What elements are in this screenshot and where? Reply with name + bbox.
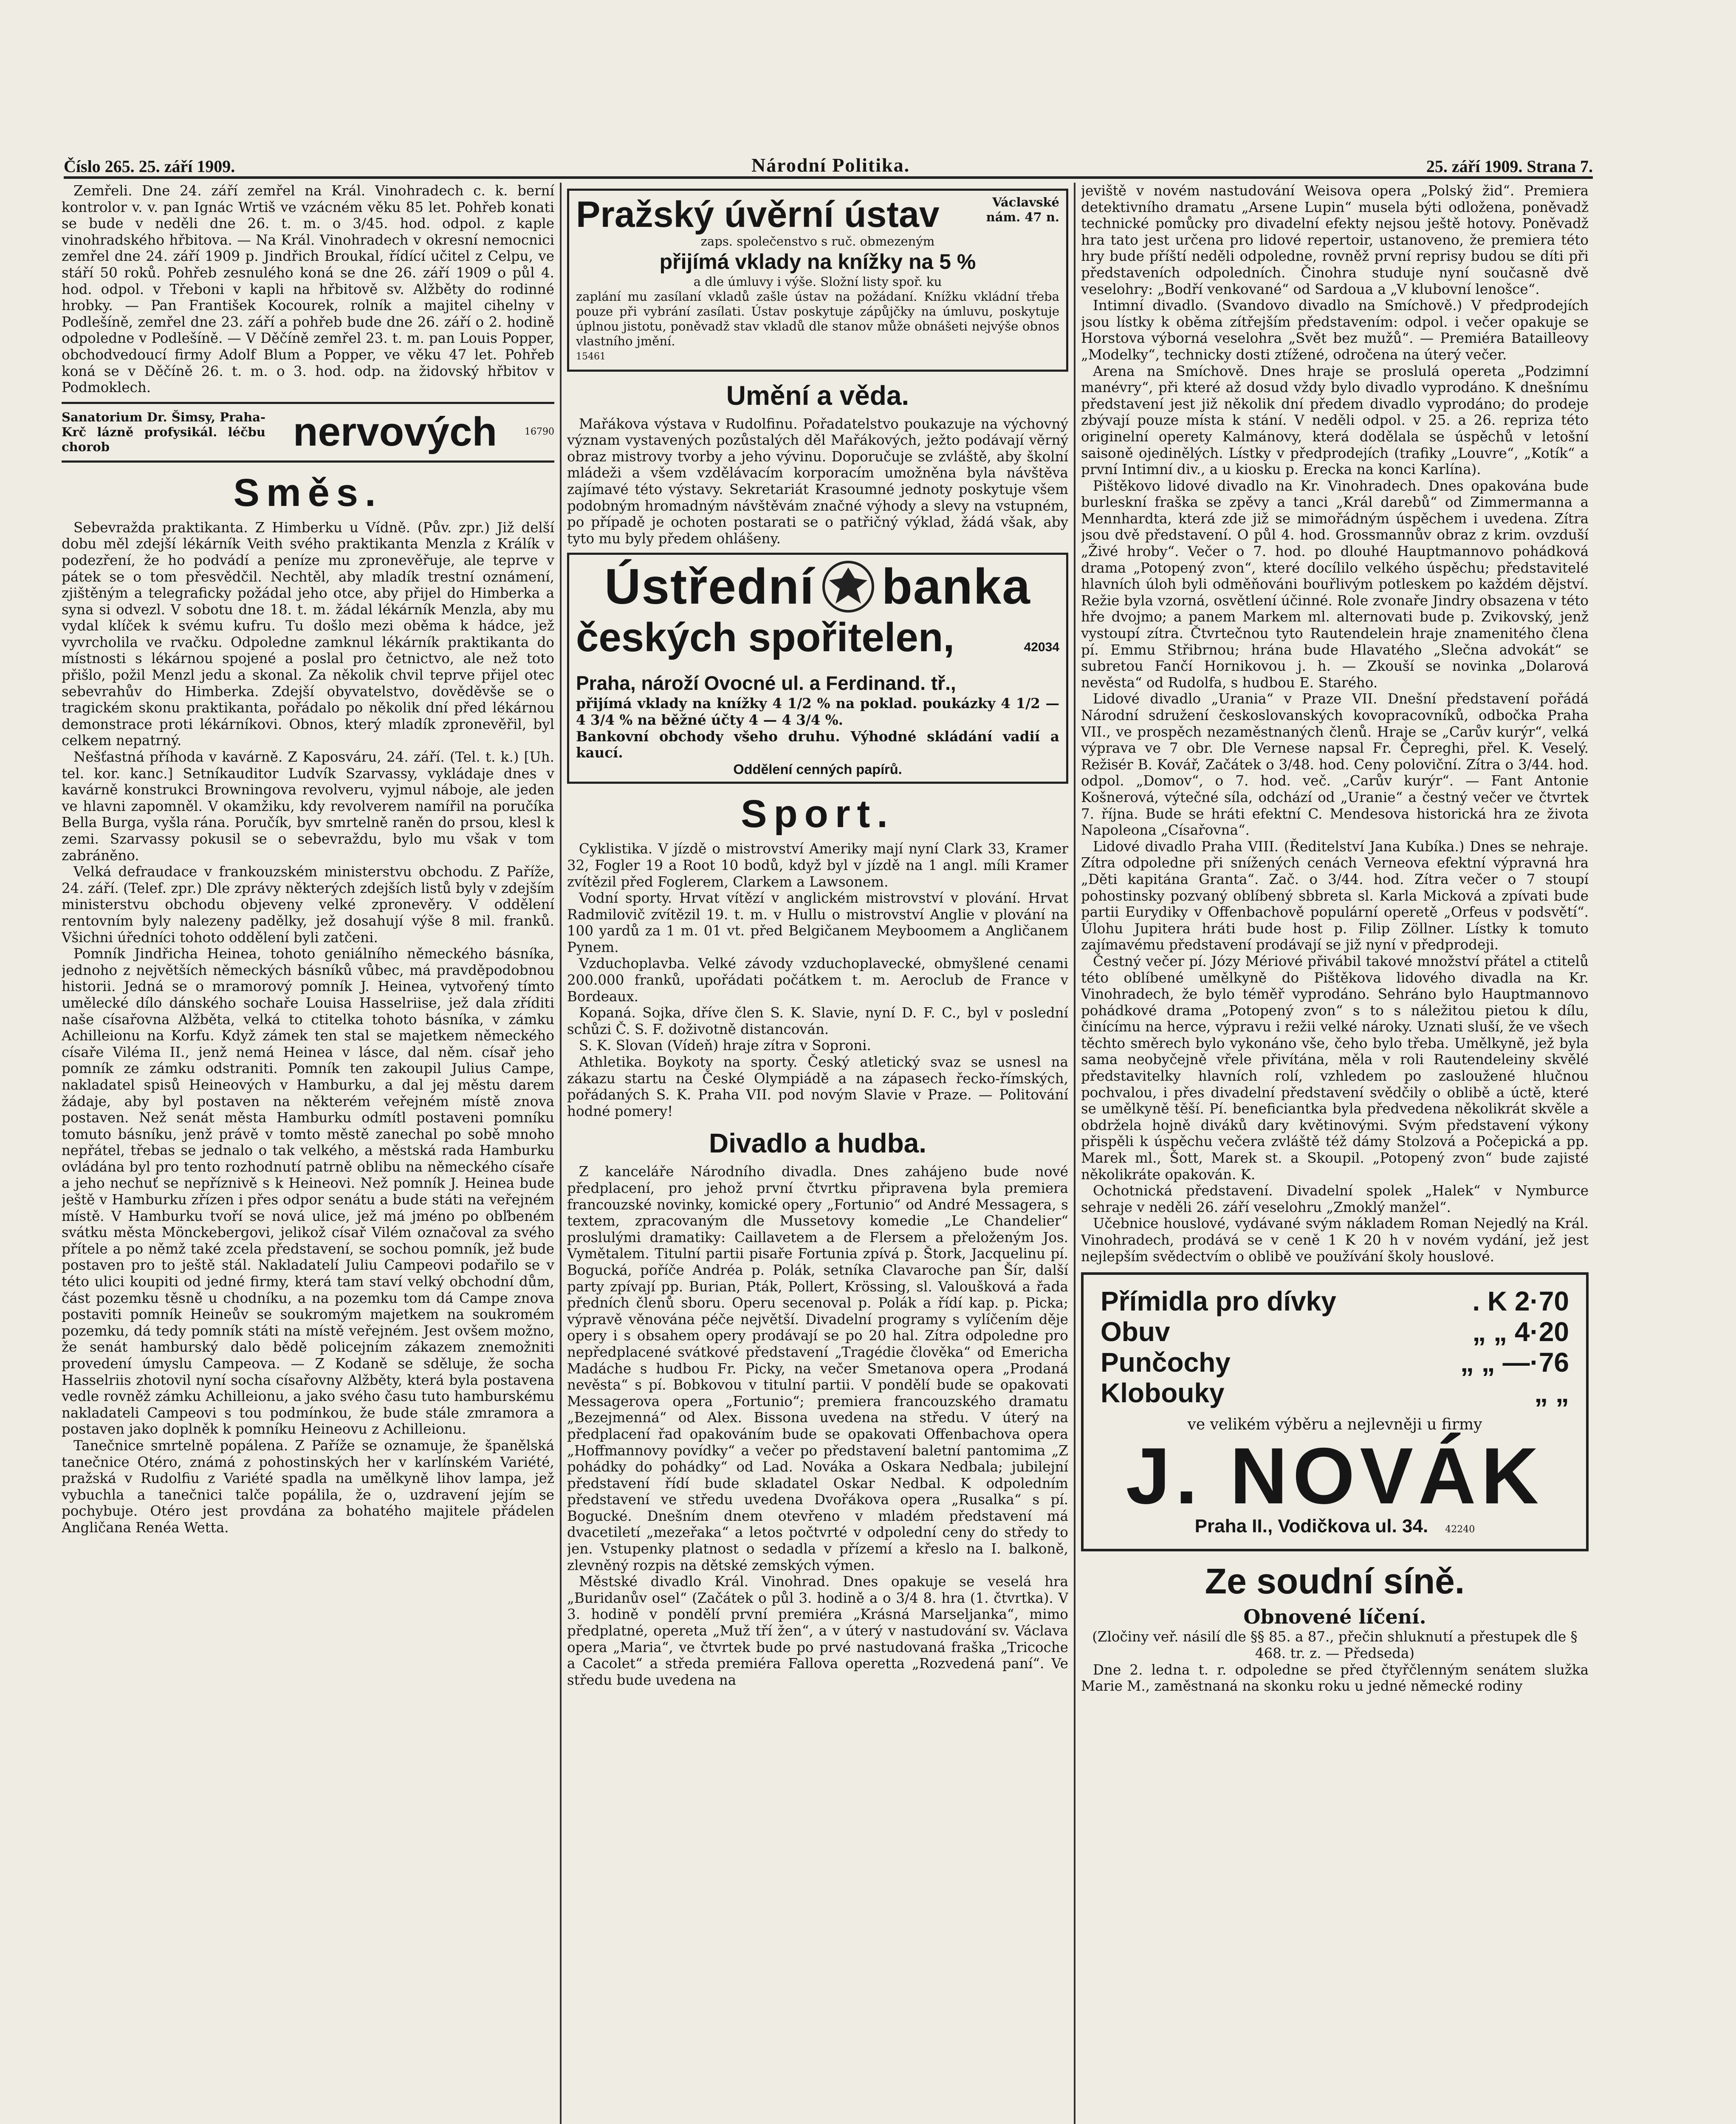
article-swimming: Vodní sporty. Hrvat vítězí v anglickém mistrovství v plování. Hrvat Radmilovič zvítězil 19. t. m. v Hullu o mistrovství Anglie v plování na 100 yardů za 1 m. 01 vt. před Belgičanem Meyboomem a Angličanem Pynem.	[567, 890, 1068, 955]
article-slovan: S. K. Slovan (Vídeň) hraje zítra v Soproni.	[579, 1037, 871, 1054]
ad2-title-left: Ústřední	[604, 559, 815, 615]
article-marak-exhibition: Mařákova výstava v Rudolfinu. Pořadatelstvo poukazuje na výchovný význam vystavených pozůstalých děl Mařákových, ježto podávají věrný obraz mistrovy tvorby a jeho vývinu. Doporučuje se zvláště, aby školní mládeži a všem vzdělávacím korporacím umožněna byla návštěva zajímavé této výstavy. Sekretariát Krasoumné jednoty poskytuje všem podobným hromadným návštěvám značné výhody a slevy na vstupném, po případě je ochoten postarati se o patřičný výklad, žádá však, aby tyto mu byly předem ohlášeny.	[567, 415, 1068, 547]
column-divider-1	[560, 183, 562, 2124]
article-vinohrady-theatre: Městské divadlo Král. Vinohrad. Dnes opakuje se veselá hra „Buridanův osel“ (Začátek o půl 3. hodině a o 3/4 8. hra (1. čtvrtka). V 3. hodině v pondělí první premiéra „Krásná Marseljanka“, mimo předplatné, opereta „Muž tří žen“, a v úterý v nastudování sv. Václava opera „Maria“, ve čtvrtek bude po prvé nastudovaná fraška „Tricoche a Cacolet“ a středa premiéra Fallova operetta „Rozvedená paní“. Ve středu bude uvedena na	[567, 1573, 1068, 1688]
court-charges: (Zločiny veř. násilí dle §§ 85. a 87., přečin shluknutí a přestupek dle § 468. tr. z. — Předseda)	[1092, 1629, 1578, 1661]
article-pistek-theatre: Pištěkovo lidové divadlo na Kr. Vinohradech. Dnes opakována bude burleskní fraška se zpěvy a tanci „Král darebů“ od Zimmermanna a Mennhardta, která zde již se mimořádným úspěchem i uvedena. Zítra jsou dvě představení. O půl 4. hod. Grossmannův obraz z krim. ovzduší „Živé hroby“. Večer o 7. hod. po dlouhé Hauptmannovo pohádková drama „Potopený zvon“, které docílilo velkého úspěchu; představitelé hlavních úloh byli odměňováni bouřlivým potleskem po každém dějství. Režie byla vzorná, osvětlení účinné. Role zvonaře Jindry obsazena v této hře dvojmo; a panem Markem ml. alternovati bude p. Zvikovský, jenž vystoupí zítra. Čtvrtečnou tyto Rautendelein hraje znamenitého člena pí. Emmu Střibrnou; hrána bude Hlavatého „Slečna advokát“ se subretou Fančí Hornikovou j. h. — Zkouší se novinka „Dolarová nevěsta“ od Rudolfa, s hudbou E. Starého.	[1081, 477, 1589, 691]
ad2-sporitelen: českých spořitelen,	[576, 615, 955, 661]
ad-row	[1101, 1347, 1569, 1378]
divider	[62, 402, 554, 404]
article-arena-smichov: Arena na Smíchově. Dnes hraje se proslulá opereta „Podzimní manévry“, při které až dosud vždy bylo divadlo vyprodáno. K dnešnímu představení jest již několik dní předem divadlo vyprodáno; do prodeje zbývají pouze místa k stání. V neděli odpol. v 25. a 26. repriza této originelní operety Kalmánovy, která dodělala se úspěchů v letošní saisoně ojedinělých. Lístky v předprodejích (trafiky „Louvre“, „Kotík“ a první Intimní div., a u kiosku p. Erecka na konci Karlína).	[1081, 363, 1589, 478]
article-amateur: Ochotnická představení. Divadelní spolek „Halek“ v Nymburce sehraje v neděli 26. září veselohru „Zmoklý manžel“.	[1081, 1183, 1589, 1215]
article-heine-monument: Pomník Jindřicha Heinea, tohoto geniálního německého básníka, jednoho z největších německých básníků vůbec, má pravděpodobnou historii. Jedná se o mramorový pomník J. Heinea, vytvořený tímto umělecké dílo dánského sochaře Louisa Hasselriise, jež dala zříditi naše císařovna Alžběta, velká to ctitelka tohoto básníka, v zámku Achilleionu na Korfu. Když zámek ten stal se majetkem německého císaře Viléma II., jenž nemá Heinea v lásce, dal něm. císař jeho pomník ze zámku odstraniti. Pomník ten zakoupil Julius Campe, nakladatel spisů Heineových v Hamburku, a dal jej městu darem žádaje, aby byl postaven na některém veřejném místě znova postaven. Než senát města Hamburku odmítl postaveni pomníku tomuto básníku, jenž právě v tomto městě zanechal po sobě mnoho nepřátel, třebas se jednalo o tak velkého, a městská rada Hamburku ovládána byl pro tento rozhodnutí patrně oblibu na německého císaře a jeho nechuť se nepříznivě s k Heineovi. Než pomník J. Heinea bude ještě v Hamburku zřízen i přes odpor senátu a bude státi na veřejném místě. V Hamburku tvoří se nová ulice, jež má jméno po obľbeném svátku města Mönckebergovi, jelikož císař Vilém označoval za svého přítele a po němž také zcela představení, se sochou pomník, jež bude postaven pro to ještě stál. Nakladatelí Juliu Campeovi podařilo se v této ulici koupiti od jedné firmy, která tam staví velký obchodní dům, část pozemku těsně u chodníku, a na pozemku tom dá Campe znova postaviti pomník Heineův se soukromým majetkem na soukromém pozemku, dá tedy pomník státi na místě veřejném. Jest ovšem možno, že senát hamburský dalo bědě policejním zákazem znemožniti provedení úmyslu Campeova. — Z Kodaně se sděluje, že socha Hasselriis zhotovil nyní socha císařovny Alžběty, která byla postavena vedle rovněž zámku Achilleionu, a jako svého času tuto hamburskému nakladateli Campeovi s tou podmínkou, že bude stále zmramora a postaven jako doplněk k pomníku Heineovu z Achilleionu.	[62, 946, 554, 1438]
header-issue: Číslo 265. 25. září 1909.	[64, 157, 235, 176]
ad-novak-address: Praha II., Vodičkova ul. 34.	[1194, 1515, 1428, 1537]
page-header	[64, 147, 1593, 179]
article-aviation: Vzduchoplavba. Velké závody vzduchoplavecké, obmyšlené cenami 200.000 franků, upořádati počátkem t. m. Aeroclub de France v Bordeaux.	[567, 955, 1068, 1005]
article-ministry-fraud: Velká defraudace v frankouzském ministerstvu obchodu. Z Paříže, 24. září. (Telef. zpr.) Dle zprávy některých zdejších listů byly v zdejším ministerstvu obchodu objeveny velké zpronevěry. V oddělení rentovním byly nalezeny padělky, jež dosahují výše 8 mil. franků. Všichni úředníci tohoto oddělení byli zatčeni.	[62, 864, 554, 946]
obituaries: Zemřeli. Dne 24. září zemřel na Král. Vinohradech c. k. berní kontrolor v. v. pan Ignác Wrtiš ve vzácném věku 85 let. Pohřeb konati se bude v neděli dne 26. t. m. o 3/45. hod. odpol. z kaple vinohradského hřbitova. — Na Král. Vinohradech v okresní nemocnici zemřel dne 24. září 1909 p. Jindřich Broukal, řídící učitel z Celpu, ve stáří 50 roků. Pohřeb zesnulého koná se dne 26. září 1909 o půl 4. hod. odpol. v Třeboni v kapli na hřbitově sv. Alžběty do rodinné hrobky. — Pan František Kocourek, rolník a majitel cihelny v Podlešíně, zemřel dne 23. září a pohřeb bude dne 26. září o 2. hodině odpoledne v Podlešíně. — V Děčíně zemřel 23. t. m. pan Louis Popper, obchodvedoucí firmy Adolf Blum a Popper, ve věku 47 let. Pohřeb koná se v Děčíně 26. t. m. o 3. hod. odp. na židovský hřbitov v Podmoklech.	[62, 183, 554, 396]
ad2-securities: Oddělení cenných papírů.	[733, 761, 902, 777]
article-court: Dne 2. ledna t. r. odpoledne se před čtyřčlenným senátem služka Marie M., zaměstnaná na skonku roku u jedné německé rodiny	[1081, 1661, 1589, 1695]
article-cycling: Cyklistika. V jízdě o mistrovství Ameriky mají nyní Clark 33, Kramer 32, Fogler 19 a Root 10 bodů, když byl v jízdě na 1 angl. míli Kramer zvítězil před Foglerem, Clarkem a Lawsonem.	[567, 841, 1068, 890]
ad-number: 16790	[524, 426, 554, 437]
ad-row	[1101, 1378, 1569, 1408]
column-2	[567, 183, 1068, 2124]
divider	[62, 460, 554, 463]
ad-row-price: „ „	[1534, 1378, 1569, 1409]
article-pharmacist: Sebevražda praktikanta. Z Himberku u Vídně. (Pův. zpr.) Již delší dobu měl zdejší lékárník Veith svého praktikanta Menzla z Králík v podezření, že ho podvádí a peníze mu zpronevěřuje, ale teprve v pátek se o tom přesvědčil. Nechtěl, aby mladík trestní oznámení, zjištěným a telegraficky požádal jeho otce, aby přijel do Himberka a syna si odvezl. V sobotu dne 18. t. m. žádal lékárník Menzla, aby mu vydal klíček k svému kufru. Tu došlo mezi oběma k hádce, jež vyvrcholila ve rvačku. Odpoledne zamknul lékárník praktikanta do místnosti s lékárnou spojené a poslal pro četnictvo, ale než toto přišlo, požil Menzl jedu a skonal. Za několik chvil teprve přijel otec sebevrahův do Himberka. Zdejší obyvatelstvo, dověděvše se o tragickém skonu praktikanta, pořádalo po několik dní před lékárnou demonstrace proti lékárníkovi. Obnos, který mladík zpronevěřil, byl celkem nepatrný.	[62, 519, 554, 749]
section-title-umeni: Umění a věda.	[726, 380, 909, 411]
article-athletics: Athletika. Boykoty na sporty. Český atletický svaz se usnesl na zákazu startu na České Olympiádě a na zápasech řecko-římských, pořádaných S. K. Praha VII. pod novým Slavie v Praze. — Politování hodné pomery!	[567, 1054, 1068, 1119]
court-subtitle: Obnovené líčení.	[1243, 1605, 1426, 1629]
ad-row-item: Obuv	[1101, 1316, 1170, 1347]
sanatorium-text: Sanatorium Dr. Šimsy, Praha-Krč lázně profysikál. léčbu chorob	[62, 410, 265, 454]
ad-row	[1101, 1286, 1569, 1316]
ad-novak	[1081, 1272, 1589, 1551]
article-cafe-accident: Nešťastná příhoda v kavárně. Z Kaposváru, 24. září. (Tel. t. k.) [Uh. tel. kor. kanc.] Setníkauditor Ludvík Szarvassy, vykládaje dnes v kavárně konstrukci Browningova revolveru, vyjmul náboje, ale jeden ve hlavni zapomněl. V okamžiku, kdy revolverem namířil na poručíka Bella Burga, vyšla rána. Poručík, byv smrtelně raněn do prsou, klesl k zemi. Szarvassy pokusil se o sebevraždu, bylo mu však v tom zabráněno.	[62, 749, 554, 864]
header-masthead: Národní Politika.	[751, 154, 910, 176]
section-title-smes: Směs.	[233, 471, 383, 514]
article-intimate-theatre: Intimní divadlo. (Svandovo divadlo na Smíchově.) V předprodejích jsou lístky k oběma zítřejším představením: odpol. i večer opakuje se Horstova výborná veselohra „Svět bez mužů“. — Premiéra Batailleovy „Modelky“, technicky dosti ztížené, odročena na úterý večer.	[1081, 297, 1589, 363]
eagle-emblem-icon	[821, 559, 876, 614]
ad-row	[1101, 1316, 1569, 1347]
section-title-sport: Sport.	[741, 792, 895, 836]
sanatorium-ad	[62, 410, 554, 455]
ad-row-price: „ „ —·76	[1460, 1347, 1569, 1378]
ad-row-price: „ „ 4·20	[1472, 1316, 1569, 1347]
ad-row-item: Klobouky	[1101, 1378, 1225, 1409]
ad-novak-name: J. NOVÁK	[1126, 1431, 1544, 1520]
ad1-subtitle: zaps. společenstvo s ruč. obmezeným	[700, 234, 935, 249]
ad1-deposits: přijímá vklady na knížky na 5 %	[659, 250, 976, 274]
article-football: Kopaná. Sojka, dříve člen S. K. Slavie, nyní D. F. C., byl v poslední schůzi Č. S. F. doživotně distancován.	[567, 1005, 1068, 1037]
header-page: 25. září 1909. Strana 7.	[1426, 157, 1593, 176]
ad1-number: 15461	[576, 351, 606, 362]
column-1	[62, 183, 554, 2124]
ad-row-item: Přímidla pro dívky	[1101, 1286, 1336, 1317]
ad1-address: Václavské nám. 47 n.	[986, 195, 1059, 224]
ad2-number: 42034	[1024, 640, 1059, 655]
ad2-deposits: přijímá vklady na knížky 4 1/2 % na poklad. poukázky 4 1/2 — 4 3/4 % na běžné účty 4 — 4 3/4 %.	[576, 695, 1059, 728]
article-urania: Lidové divadlo „Urania“ v Praze VII. Dnešní představení pořádá Národní sdružení českoslovanských kovopracovníků, odbočka Praha VII., ve prospěch nezaměstnaných členů. Hraje se „Carův kurýr“, velká výprava ve 7 obr. Dle Vernese napsal Fr. Čepreghi, přel. K. Veselý. Režisér B. Kovář, Začátek o 3/48. hod. Ceny poloviční. Zítra o 3/44. hod. odpol. „Domov“, o 7. hod. več. „Carův kurýr“. — Fant Antonie Košnerová, výtečné síla, odchází od „Uranie“ a čestný večer ve čtvrtek 7. října. Bude se hráti efektní C. Mendesova historická hra ze života Napoleona „Císařovna“.	[1081, 691, 1589, 839]
ad-pražský-úvěrní-ústav	[567, 189, 1068, 372]
ad-novak-number: 42240	[1445, 1524, 1475, 1535]
ad2-address: Praha, nároží Ovocné ul. a Ferdinand. tř.,	[576, 672, 956, 695]
article-violin-textbook: Učebnice houslové, vydávané svým nákladem Roman Nejedlý na Král. Vinohradech, prodává se v ceně 1 K 20 h v novém vydání, jež jest nejlepším svědectvím o oblibě ve používání školy houslové.	[1081, 1215, 1589, 1265]
ad1-title: Pražský úvěrní ústav	[576, 194, 940, 235]
article-national-theatre: Z kanceláře Národního divadla. Dnes zahájeno bude nové předplacení, pro jehož první čtvrtku připravena byla premiera francouzské novinky, komické opery „Fortunio“ od André Messagera, s textem, zpracovaným dle Mussetovy komedie „Le Chandelier“ proslulými dramatiky: Caillavetem a de Flersem a přeloženým Jos. Vymětalem. Titulní partii pisaře Fortunia zpívá p. Štork, Jacquelinu pí. Bogucká, poříče Andréa p. Polák, setníka Clavaroche pan Šír, další party zpívají pp. Burian, Pták, Pollert, Krössing, sl. Valoušková a řada předních členů sboru. Operu secenoval p. Polák a řídí kap. p. Picka; výpravě věnována péče největší. Divadelní programy s vylíčením děje opery i s obsahem opery prodávají se po 20 hal. Zítra odpoledne pro nepředplacené svátkové představení „Tragédie člověka“ od Emericha Madáche s hudbou Fr. Picky, na večer Smetanova opera „Prodaná nevěsta“ s pí. Bobkovou v titulní partii. V pondělí bude se opakovati Messagerova opera „Fortunio“; premiera francouzského dramatu „Bezejmenná“ od Alex. Bissona uvedena na středu. V úterý na předplacení řad opakováním bude se opakovati Offenbachova opera „Hoffmannovy povídky“ a večer po představení baletní pantomima „Z pohádky do pohádky“ od Lad. Nováka a Oskara Nedbala; jubilejní představení řídí bude skladatel Oskar Nedbal. K odpoledním představení ve středu uvedena Dvořákova opera „Rusalka“ s pí. Bogucké. Dnešním dnem otevřeno v mladém představení má dvacetiletí „mezeřaka“ a letos počtvrté v odpolední ceny do středy to jen. Vstupenky platnost o sedadla v přízemí a křeslo na I. balkoně, zlevněný rozpis na dětské zemských výmen.	[567, 1164, 1068, 1573]
article-dancer: Tanečnice smrtelně popálena. Z Paříže se oznamuje, že španělská tanečnice Otéro, známá z pohostinských her v karlínském Variété, pražská v Rudolfiu z Variété spadla na umělkyně lihov lampa, jež vybuchla a tanečnici talče popálila, že o, uzdravení jejím se pochybuje. Otéro jest provdána za bohatého majitele přádelen Angličana Renéa Wetta.	[62, 1437, 554, 1536]
ad-ustredni-banka	[567, 553, 1068, 784]
ad-row-price: . K 2·70	[1472, 1286, 1569, 1317]
sanatorium-headline: nervových	[293, 409, 497, 455]
ad-row-item: Punčochy	[1101, 1347, 1231, 1378]
ad2-services: Bankovní obchody všeho druhu. Výhodné skládání vadií a kaucí.	[576, 728, 1059, 761]
column-divider-2	[1074, 183, 1075, 2124]
article-continued: jeviště v novém nastudování Weisova opera „Polský žid“. Premiera detektivního dramatu „Arsene Lupin“ musela býti odložena, poněvadž technické pomůcky pro divadelní efekty nejsou ještě hotovy. Poněvadž hra tato jest určena pro lidové repertoir, ustanoveno, že premiera této hry bude příští neděli odpoledne, rovněž první reprisy budou se díti při představeních odpoledních. Činohra studuje nyní současně dvě veselohry: „Bodří venkované“ od Sardoua a „V klubovní lenošce“.	[1081, 183, 1589, 297]
section-title-court: Ze soudní síně.	[1205, 1561, 1465, 1601]
column-3	[1081, 183, 1589, 2124]
article-benefit-evening: Čestný večer pí. Józy Mériové přivábil takové množství přátel a ctitelů této oblíbené umělkyně do Pištěkova lidového divadla na Kr. Vinohradech, že bylo téměř vyprodáno. Sehráno bylo Hauptmannovo pohádkové drama „Potopený zvon“ s to s náležitou pietou k dílu, činícímu na herce, výpravu i režii velké nároky. Uznati sluší, že ve všech těchto směrech bylo vykonáno vše, čeho bylo třeba. Umělkyně, jež byla sama neobyčejně vřele přivítána, měla v roli Rautendeleiny skvělé představitelky hlavních rolí, vzhledem po zasloužené hlučnou pochvalou, i přes divadelní představení svědčily o oblibě a úctě, které se umělkyně těší. Pí. beneficiantka byla předvedena několikrát skvěle a obdržela hojně diváků dary květinovými. Svým představení výkony přispěli k úspěchu večera zvláště též dámy Stolzová a Počepická a pp. Marek ml., Šott, Marek st. a Skoupil. „Potopený zvon“ bude zajisté několikráte opakován. K.	[1081, 953, 1589, 1183]
article-praha-viii: Lidové divadlo Praha VIII. (Ředitelství Jana Kubíka.) Dnes se nehraje. Zítra odpoledne při snížených cenách Verneova efektní výpravná hra „Děti kapitána Granta“. Zač. o 3/44. hod. Zítra večer o 7 stoupí pohostinsky pozvaný oblíbený sbbreta sl. Karla Micková a zpívati bude partii Eurydiky v Offenbachově populární operetě „Orfeus v podsvětí“. Úlohu Jupitera hráti bude host p. Filip Zöllner. Lístky k tomuto zajímavému představení prodávají se již nyní v předprodeji.	[1081, 838, 1589, 953]
ad-novak-sub: ve velikém výběru a nejlevněji u firmy	[1187, 1416, 1482, 1434]
ad1-small-print: zaplání mu zasílaní vkladů zašle ústav na požádaní. Knížku vkládní třeba pouze při vybrání zasílati. Ústav poskytuje zápůjčky na úmluvu, poskytuje úplnou jistotu, poněvadž stav vkladů dle stanov může obnášeti nejvýše obnos vlastního jmění.	[576, 289, 1059, 348]
ad2-title-right: banka	[881, 559, 1031, 615]
section-title-divadlo: Divadlo a hudba.	[709, 1128, 927, 1159]
ad1-line2: a dle úmluvy i výše. Složní listy spoř. ku	[693, 274, 942, 289]
